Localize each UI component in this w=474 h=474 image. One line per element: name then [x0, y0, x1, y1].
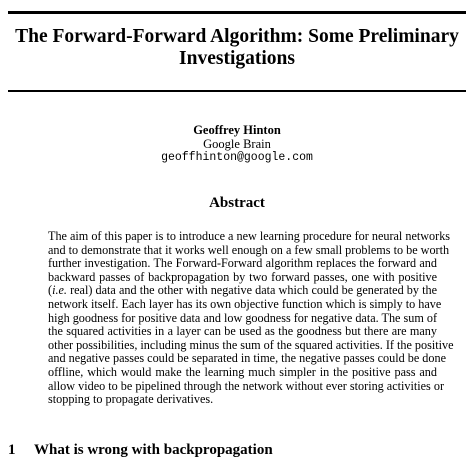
- abstract-line: and negative passes could be separated in time, the negative passes could be done: [48, 351, 446, 366]
- abstract-paren: (: [48, 283, 53, 298]
- abstract-line: and to demonstrate that it works well enough on a few small problems to be worth: [48, 242, 450, 257]
- abstract-line: further investigation. The Forward-Forward algorithm replaces the forward and: [48, 256, 437, 271]
- section-heading: [8, 442, 273, 458]
- author-name: Geoffrey Hinton: [193, 123, 281, 137]
- abstract-line: high goodness for positive data and low goodness for negative data. The sum of: [48, 310, 438, 325]
- abstract-line: network itself. Each layer has its own objective function which is simply to have: [48, 296, 442, 311]
- abstract-line: other possibilities, including minus the sum of the squared activities. If the positive: [48, 337, 454, 352]
- title-top-rule: [8, 11, 466, 14]
- abstract-line: allow video to be pipelined through the network without ever storing activities or: [48, 378, 445, 393]
- author-email: geoffhinton@google.com: [161, 151, 313, 164]
- paper-title-line-1: The Forward-Forward Algorithm: Some Preliminary: [15, 26, 459, 47]
- paper-title: [0, 26, 474, 70]
- abstract-line: offline, which would make the learning much simpler in the positive pass and: [48, 364, 437, 379]
- title-bottom-rule: [8, 90, 466, 92]
- section-number: 1: [8, 442, 16, 458]
- abstract-ie-italic: i.e.: [52, 283, 67, 298]
- paper-title-line-2: Investigations: [179, 48, 295, 69]
- author-affiliation: Google Brain: [203, 137, 271, 151]
- abstract-line: stopping to propagate derivatives.: [48, 392, 214, 407]
- abstract-line: The aim of this paper is to introduce a new learning procedure for neural networks: [48, 229, 451, 243]
- section-title: What is wrong with backpropagation: [34, 442, 273, 458]
- author-block: [0, 123, 474, 165]
- abstract-heading: Abstract: [209, 195, 265, 211]
- abstract-line-rest: real) data and the other with negative data which could be generated by the: [70, 283, 438, 298]
- abstract-line: the squared activities in a layer can be used as the goodness but there are many: [48, 324, 437, 339]
- abstract-body: [48, 229, 454, 407]
- abstract-line-ie: [48, 284, 437, 298]
- abstract-line: backward passes of backpropagation by two forward passes, one with positive: [48, 269, 437, 284]
